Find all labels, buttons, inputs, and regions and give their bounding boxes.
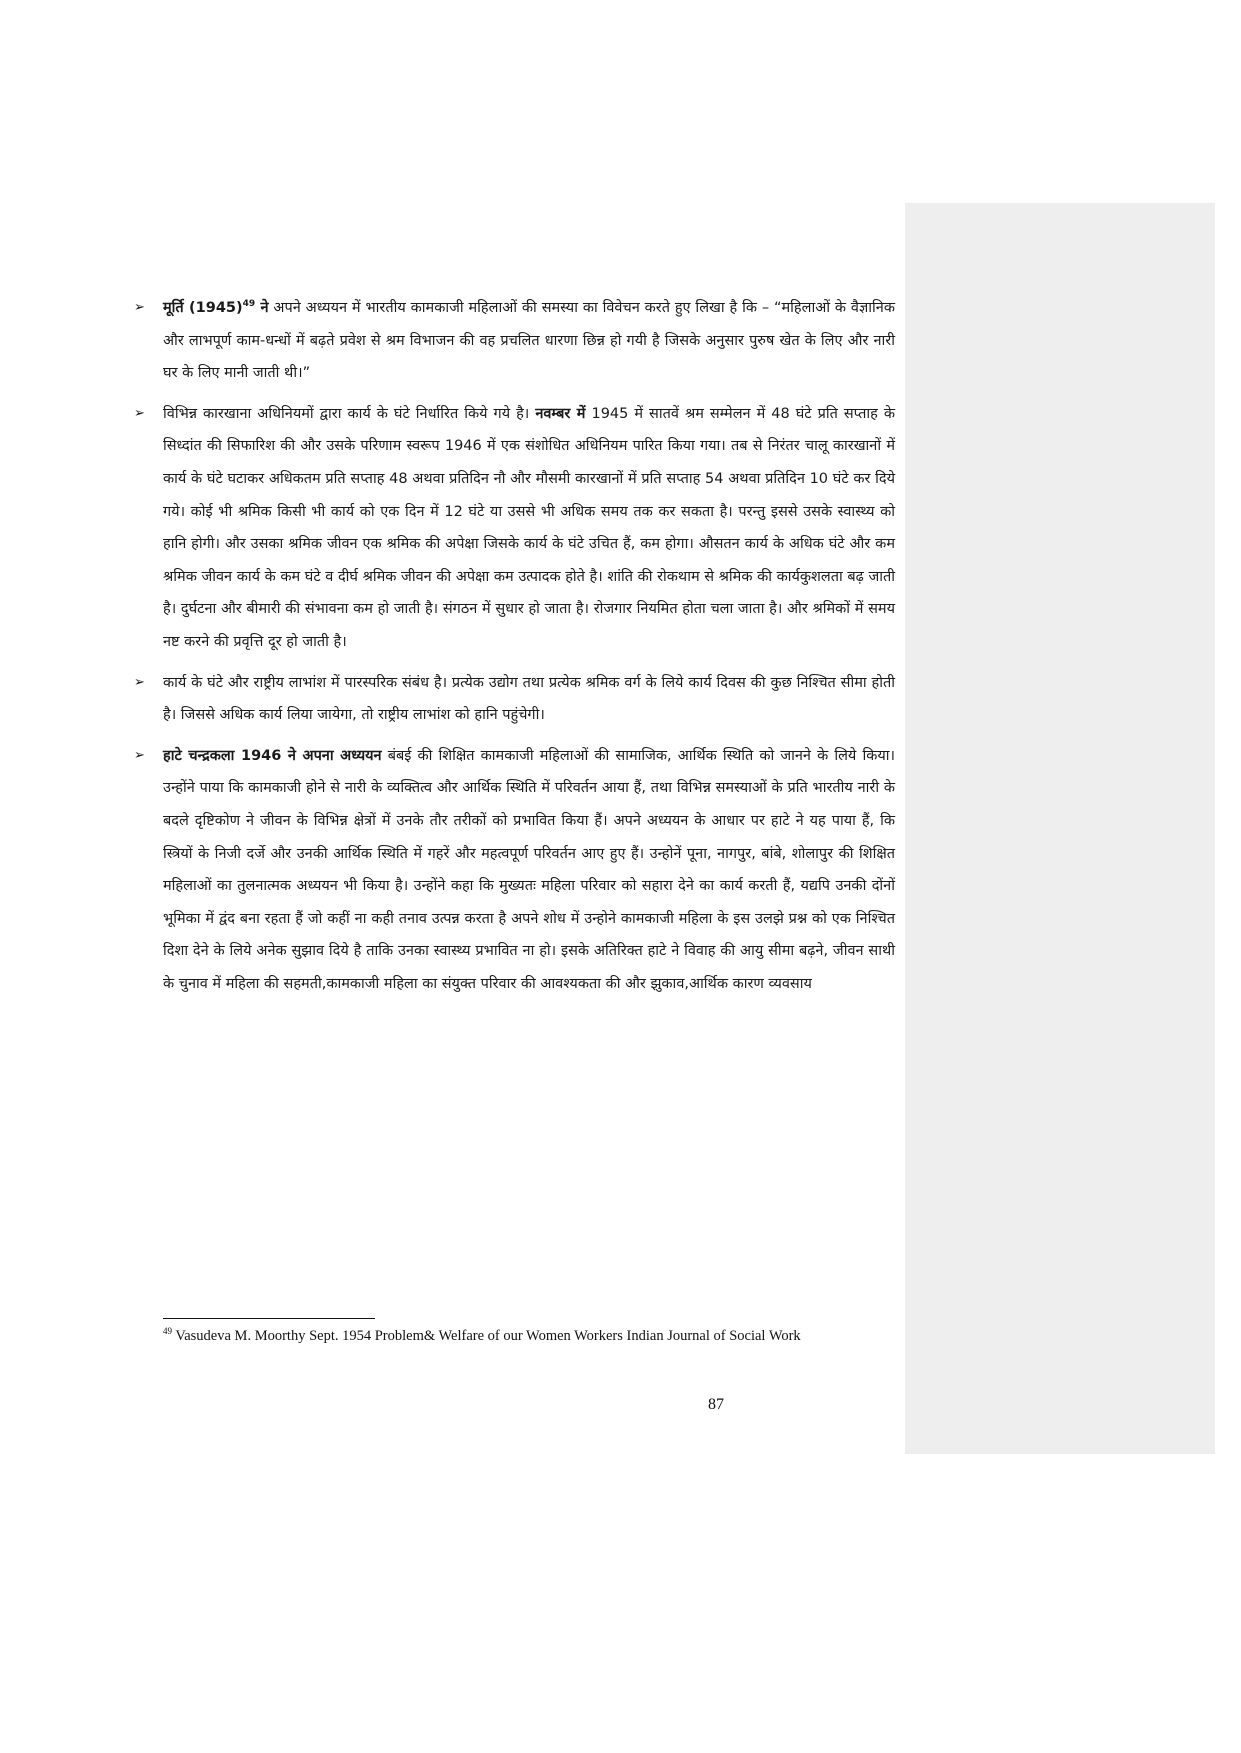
paragraph-moorthy	[130, 292, 895, 390]
paragraph-text: अपने अध्ययन में भारतीय कामकाजी महिलाओं की समस्या का विवेचन करते हुए लिखा है कि – “महिलाओं के वैज्ञानिक और लाभपूर्ण काम-धन्धों में बढ़ते प्रवेश से श्रम विभाजन की वह प्रचलित धारणा छिन्न हो गयी है जिसके अनुसार पुरुष खेत के लिए और नारी घर के लिए मानी जाती थी।”	[163, 300, 895, 382]
paragraph-factory-acts	[130, 398, 895, 659]
footnote-number: 49	[163, 1326, 172, 1336]
arrow-bullet-icon: ➢	[134, 300, 145, 315]
comment-pane	[905, 203, 1215, 1454]
arrow-bullet-icon: ➢	[134, 405, 145, 421]
arrow-bullet-icon: ➢	[134, 747, 145, 763]
bold-lead: हाटे चन्द्रकला 1946 ने अपना अध्ययन	[163, 747, 382, 764]
footnote	[163, 1326, 903, 1345]
paragraph-text-before: विभिन्न कारखाना अधिनियमों द्वारा कार्य के घंटे निर्धारित किये गये है।	[163, 405, 536, 422]
bold-lead-tail: ने	[255, 300, 269, 316]
paragraph-text: बंबई की शिक्षित कामकाजी महिलाओं की सामाजिक, आर्थिक स्थिति को जानने के लिये किया। उन्होंने पाया कि कामकाजी होने से नारी के व्यक्तित्व और आर्थिक स्थिति में परिवर्तन आया हैं, तथा विभिन्न समस्याओं के प्रति भारतीय नारी के बदले दृष्टिकोण ने जीवन के विभिन्न क्षेत्रों में उनके तौर तरीकों को प्रभावित किया हैं। अपने अध्ययन के आधार पर हाटे ने यह पाया हैं, कि स्त्रियों के निजी दर्जे और उनकी आर्थिक स्थिति में गहरें और महत्वपूर्ण परिवर्तन आए हुए हैं। उन्होनें पूना, नागपुर, बांबे, शोलापुर की शिक्षित महिलाओं का तुलनात्मक अध्ययन भी किया है। उन्होंने कहा कि मुख्यतः महिला परिवार को सहारा देने का कार्य करती हैं, यद्यपि उनकी दोंनों भूमिका में द्वंद बना रहता हैं जो कहीं ना कही तनाव उत्पन्न करता है अपने शोध में उन्होने कामकाजी महिला के इस उलझे प्रश्न को एक निश्चित दिशा देने के लिये अनेक सुझाव दिये है ताकि उनका स्वास्थ्य प्रभावित ना हो। इसके अतिरिक्त हाटे ने विवाह की आयु सीमा बढ़ने, जीवन साथी के चुनाव में महिला की सहमती,कामकाजी महिला का संयुक्त परिवार की आवश्यकता की और झुकाव,आर्थिक कारण व्यवसाय	[163, 747, 895, 992]
paragraph-national-dividend	[130, 667, 895, 732]
arrow-bullet-icon: ➢	[134, 674, 145, 690]
footnote-separator	[163, 1318, 375, 1319]
paragraph-text-after: 1945 में सातवें श्रम सम्मेलन में 48 घंटे प्रति सप्ताह के सिध्दांत की सिफारिश की और उसके परिणाम स्वरूप 1946 में एक संशोधित अधिनियम पारित किया गया। तब से निरंतर चालू कारखानों में कार्य के घंटे घटाकर अधिकतम प्रति सप्ताह 48 अथवा प्रतिदिन नौ और मौसमी कारखानों में प्रति सप्ताह 54 अथवा प्रतिदिन 10 घंटे कर दिये गये। कोई भी श्रमिक किसी भी कार्य को एक दिन में 12 घंटे या उससे भी अधिक समय तक कर सकता है। परन्तु इससे उसके स्वास्थ्य को हानि होगी। और उसका श्रमिक जीवन एक श्रमिक की अपेक्षा जिसके कार्य के घंटे उचित हैं, कम होगा। औसतन कार्य के अधिक घंटे और कम श्रमिक जीवन कार्य के कम घंटे व दीर्घ श्रमिक जीवन की अपेक्षा कम उत्पादक होते है। शांति की रोकथाम से श्रमिक की कार्यकुशलता बढ़ जाती है। दुर्घटना और बीमारी की संभावना कम हो जाती है। संगठन में सुधार हो जाता है। रोजगार नियमित होता चला जाता है। और श्रमिकों में समय नष्ट करने की प्रवृत्ति दूर हो जाती है।	[163, 405, 895, 650]
footnote-text: Vasudeva M. Moorthy Sept. 1954 Problem& Welfare of our Women Workers Indian Journal of Social Work	[172, 1327, 801, 1344]
bold-lead: मूर्ति (1945)	[163, 300, 243, 316]
document-body	[130, 292, 895, 1008]
page-number: 87	[708, 1396, 724, 1413]
paragraph-hate	[130, 740, 895, 1001]
paragraph-text: कार्य के घंटे और राष्ट्रीय लाभांश में पारस्परिक संबंध है। प्रत्येक उद्योग तथा प्रत्येक श्रमिक वर्ग के लिये कार्य दिवस की कुछ निश्चित सीमा होती है। जिससे अधिक कार्य लिया जायेगा, तो राष्ट्रीय लाभांश को हानि पहुंचेगी।	[163, 674, 895, 724]
footnote-ref: 49	[242, 299, 256, 310]
bold-mid: नवम्बर में	[535, 405, 586, 422]
